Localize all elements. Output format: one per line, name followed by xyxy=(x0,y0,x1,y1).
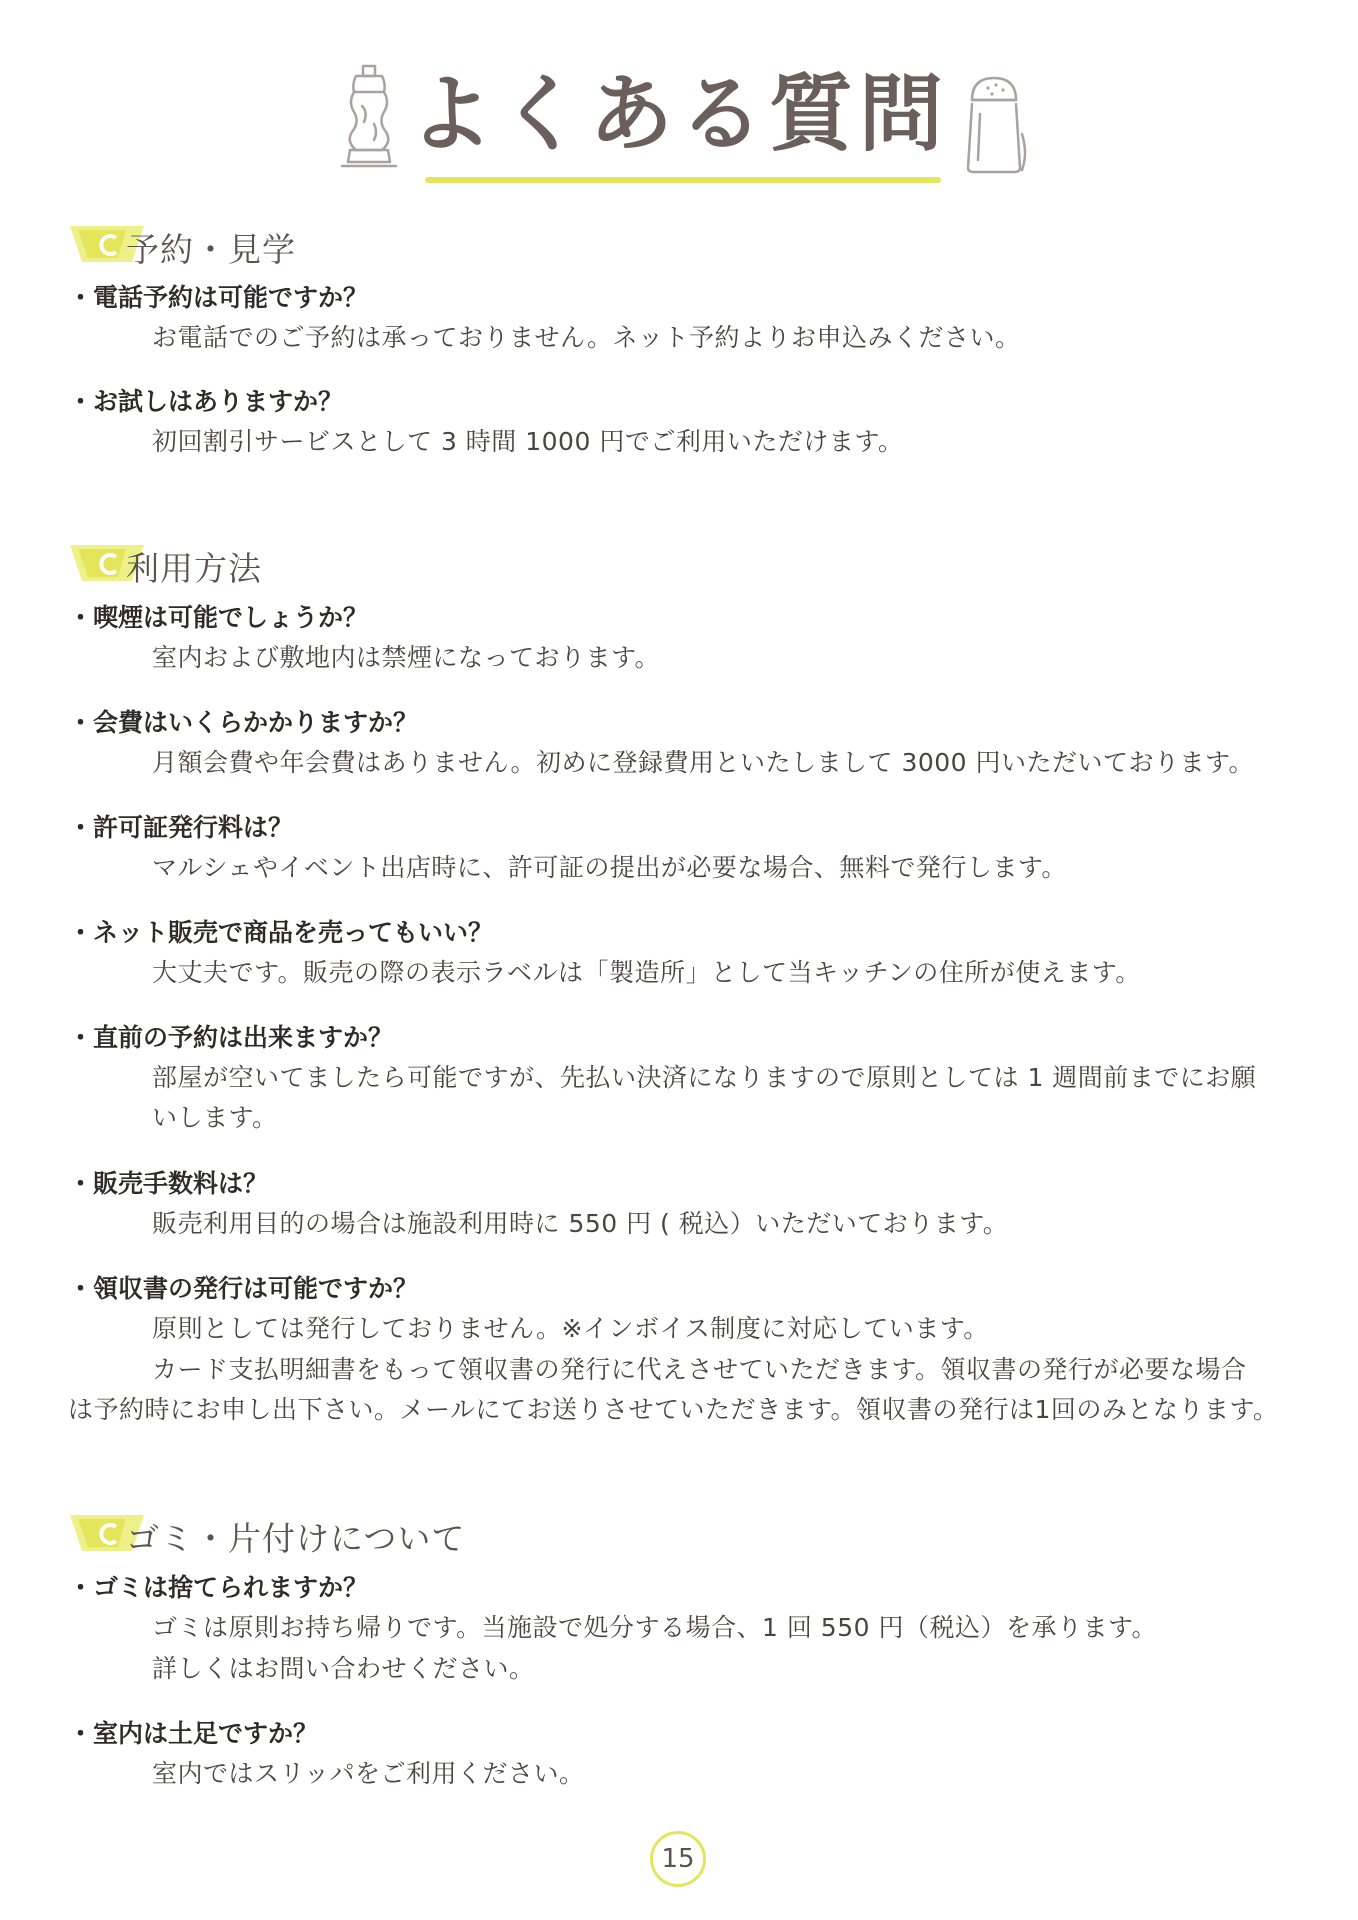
faq-answer: 原則としては発行しておりません。※インボイス制度に対応しています。 xyxy=(152,1314,989,1343)
faq-answer: 室内ではスリッパをご利用ください。 xyxy=(152,1759,585,1788)
faq-answer: お電話でのご予約は承っておりません。ネット予約よりお申込みください。 xyxy=(152,323,1021,352)
faq-question: ・販売手数料は？ xyxy=(68,1169,269,1198)
page-title: よくある質問 xyxy=(408,65,949,163)
faq-question: ・お試しはありますか？ xyxy=(68,387,344,416)
faq-question: ・会費はいくらかかりますか？ xyxy=(68,708,419,737)
faq-answer: ゴミは原則お持ち帰りです。当施設で処分する場合、1 回 550 円（税込）を承ります。 xyxy=(152,1613,1157,1642)
faq-answer: いします。 xyxy=(152,1103,278,1132)
faq-question: ・ゴミは捨てられますか？ xyxy=(68,1573,369,1602)
faq-answer: 部屋が空いてましたら可能ですが、先払い決済になりますので原則としては 1 週間前までにお願 xyxy=(152,1063,1257,1092)
faq-answer: 販売利用目的の場合は施設利用時に 550 円 ( 税込）いただいております。 xyxy=(152,1209,1009,1238)
faq-answer: は予約時にお申し出下さい。メールにてお送りさせていただきます。領収書の発行は1回のみとなります。 xyxy=(68,1395,1279,1424)
faq-answer: 室内および敷地内は禁煙になっております。 xyxy=(152,643,661,672)
faq-answer: 初回割引サービスとして 3 時間 1000 円でご利用いただけます。 xyxy=(152,427,904,456)
faq-question: ・領収書の発行は可能ですか？ xyxy=(68,1274,419,1303)
section-title: 予約・見学 xyxy=(126,230,296,269)
faq-question: ・電話予約は可能ですか？ xyxy=(68,283,369,312)
faq-answer: 詳しくはお問い合わせください。 xyxy=(152,1654,535,1683)
title-underline xyxy=(425,177,941,183)
section-title: ゴミ・片付けについて xyxy=(126,1519,466,1558)
page-number: 15 xyxy=(650,1831,706,1887)
faq-answer: マルシェやイベント出店時に、許可証の提出が必要な場合、無料で発行します。 xyxy=(152,853,1067,882)
section-title: 利用方法 xyxy=(126,549,262,588)
faq-answer: 大丈夫です。販売の際の表示ラベルは「製造所」として当キッチンの住所が使えます。 xyxy=(152,958,1141,987)
faq-answer: カード支払明細書をもって領収書の発行に代えさせていただきます。領収書の発行が必要な場合 xyxy=(152,1355,1247,1384)
faq-answer: 月額会費や年会費はありません。初めに登録費用といたしまして 3000 円いただいております。 xyxy=(152,748,1255,777)
faq-question: ・室内は土足ですか？ xyxy=(68,1719,319,1748)
faq-question: ・許可証発行料は？ xyxy=(68,813,294,842)
faq-question: ・ネット販売で商品を売ってもいい？ xyxy=(68,918,494,947)
faq-question: ・直前の予約は出来ますか？ xyxy=(68,1023,394,1052)
faq-question: ・喫煙は可能でしょうか？ xyxy=(68,603,369,632)
